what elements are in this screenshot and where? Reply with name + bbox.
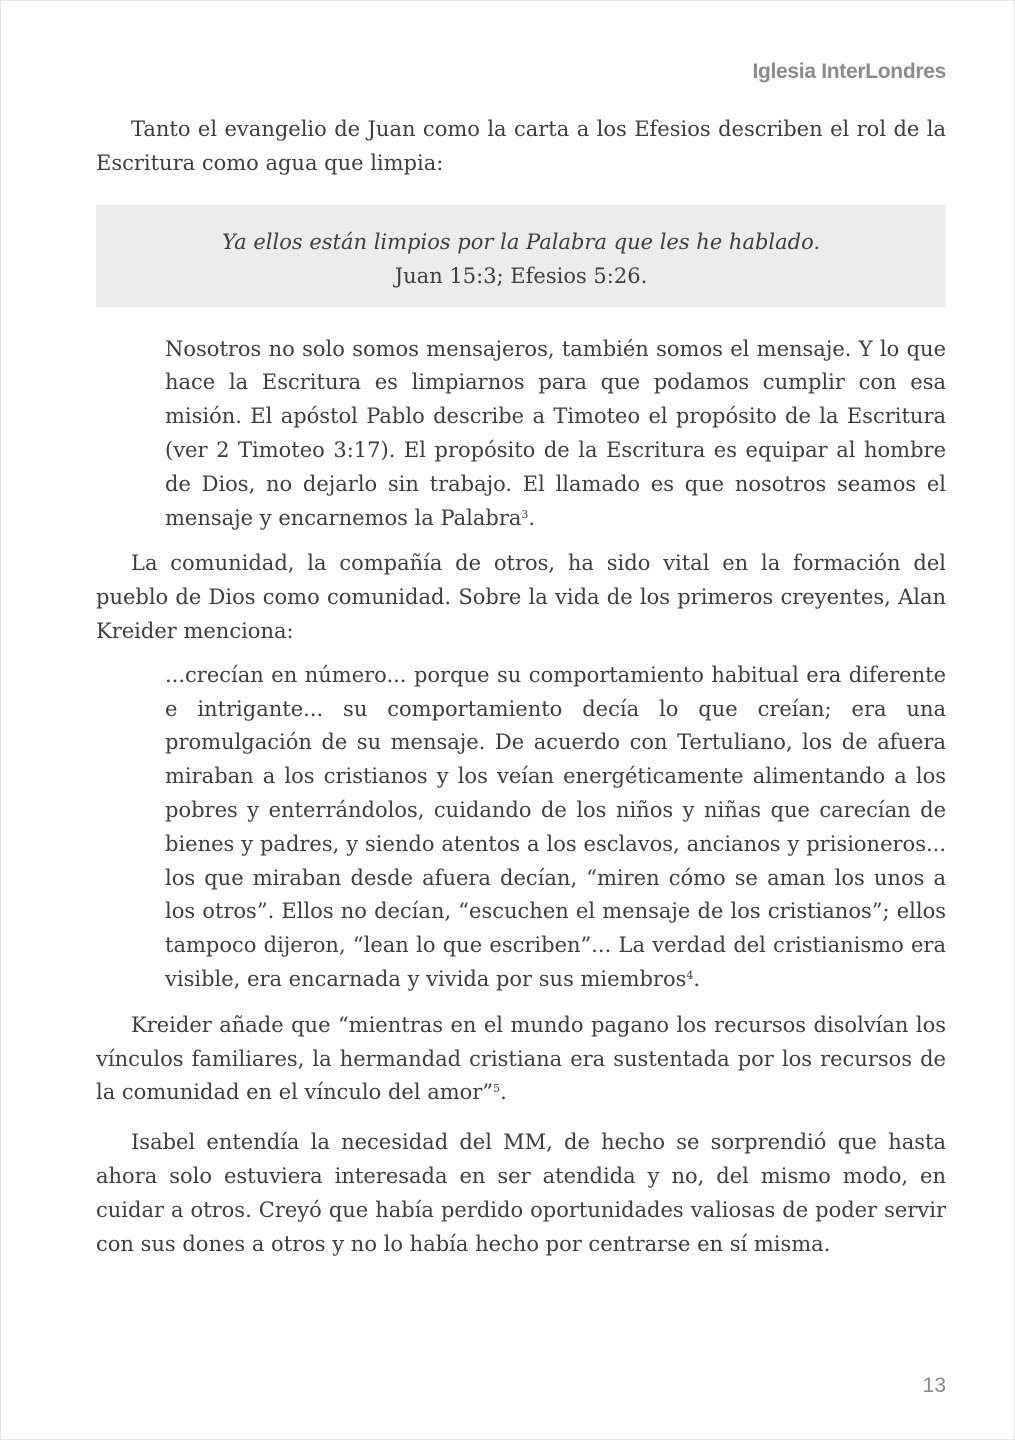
page-content (96, 113, 946, 1261)
paragraph-isabel: Isabel entendía la necesidad del MM, de hecho se sorprendió que hasta ahora solo estuviera interesada en ser atendida y no, del mismo modo, en cuidar a otros. Creyó que había perdido oportunidades valiosas de poder servir con sus dones a otros y no lo había hecho por centrarse en sí misma. (96, 1130, 946, 1256)
block-quote-end: . (693, 966, 701, 991)
scripture-verse: Ya ellos están limpios por la Palabra que les he hablado. (221, 229, 821, 254)
block-quote-text: ...crecían en número... porque su comportamiento habitual era diferente e intrigante... su comportamiento decía lo que creían; era una promulgación de su mensaje. De acuerdo con Tertuliano, los de afuera miraban a los cristianos y los veían energéticamente alimentando a los pobres y enterrándolos, cuidando de los niños y niñas que carecían de bienes y padres, y siendo atentos a los esclavos, ancianos y prisioneros... los que miraban desde afuera decían, “miren cómo se aman los unos a los otros”. Ellos no decían, “escuchen el mensaje de los cristianos”; ellos tampoco dijeron, “lean lo que escriben”... La verdad del cristianismo era visible, era encarnada y vivida por sus miembros (165, 662, 946, 991)
footnote-marker: 4 (686, 968, 694, 982)
paragraph-intro: Tanto el evangelio de Juan como la carta a los Efesios describen el rol de la Escritura como agua que limpia: (96, 117, 946, 175)
paragraph-kreider-adds (96, 1009, 946, 1110)
page-number: 13 (922, 1374, 946, 1397)
footnote-marker: 5 (493, 1082, 501, 1096)
scripture-quote-box (96, 205, 946, 307)
paragraph-text: Kreider añade que “mientras en el mundo pagano los recursos disolvían los vínculos familiares, la hermandad cristiana era sustentada por los recursos de la comunidad en el vínculo del amor” (96, 1012, 946, 1105)
running-header: Iglesia InterLondres (752, 60, 946, 83)
paragraph-community: La comunidad, la compañía de otros, ha sido vital en la formación del pueblo de Dios como comunidad. Sobre la vida de los primeros creyentes, Alan Kreider menciona: (96, 551, 946, 643)
scripture-reference: Juan 15:3; Efesios 5:26. (394, 263, 648, 288)
footnote-marker: 3 (521, 507, 529, 521)
block-quote-end: . (528, 505, 536, 530)
paragraph-end: . (500, 1080, 507, 1105)
block-quote-messengers (165, 333, 946, 536)
block-quote-kreider (165, 659, 946, 997)
block-quote-text: Nosotros no solo somos mensajeros, también somos el mensaje. Y lo que hace la Escritura es limpiarnos para que podamos cumplir con esa misión. El apóstol Pablo describe a Timoteo el propósito de la Escritura (ver 2 Timoteo 3:17). El propósito de la Escritura es equipar al hombre de Dios, no dejarlo sin trabajo. El llamado es que nosotros seamos el mensaje y encarnemos la Palabra (165, 336, 946, 530)
